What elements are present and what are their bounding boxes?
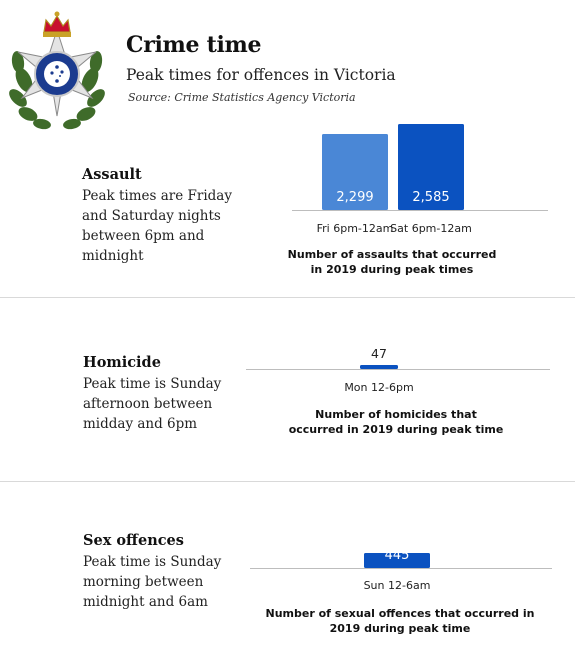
section-divider <box>0 297 575 298</box>
source-note: Source: Crime Statistics Agency Victoria <box>128 91 356 104</box>
page-subtitle: Peak times for offences in Victoria <box>126 66 396 84</box>
bar-value-label: 47 <box>371 346 387 361</box>
category-label: Sun 12-6am <box>363 579 431 592</box>
assault-description: Peak times are Friday and Saturday nights between 6pm and midnight <box>82 188 232 264</box>
bar-value-label: 2,585 <box>412 190 450 205</box>
homicide-description: Peak time is Sunday afternoon between midday and 6pm <box>83 376 222 432</box>
assault-chart-caption: Number of assaults that occurred in 2019 during peak times <box>287 248 497 276</box>
sex-offences-chart-caption: Number of sexual offences that occurred in 2019 during peak time <box>265 607 535 635</box>
homicide-chart <box>246 336 552 396</box>
bar-value-label: 445 <box>384 548 410 563</box>
assault-chart <box>292 120 552 240</box>
category-label: Fri 6pm-12am <box>316 222 394 235</box>
sex-offences-chart <box>250 518 554 598</box>
homicide-chart-caption: Number of homicides that occurred in 2019 during peak time <box>288 408 504 436</box>
sex-offences-description: Peak time is Sunday morning between midnight and 6am <box>83 554 222 610</box>
victoria-police-badge-icon <box>4 8 110 136</box>
section-divider <box>0 481 575 482</box>
page-title: Crime time <box>126 32 262 58</box>
category-label: Sat 6pm-12am <box>390 222 472 235</box>
bar-value-label: 2,299 <box>336 190 374 205</box>
sex-offences-heading: Sex offences <box>83 532 184 549</box>
homicide-heading: Homicide <box>83 354 161 371</box>
assault-heading: Assault <box>82 166 142 183</box>
category-label: Mon 12-6pm <box>344 381 414 394</box>
bar <box>360 365 398 369</box>
